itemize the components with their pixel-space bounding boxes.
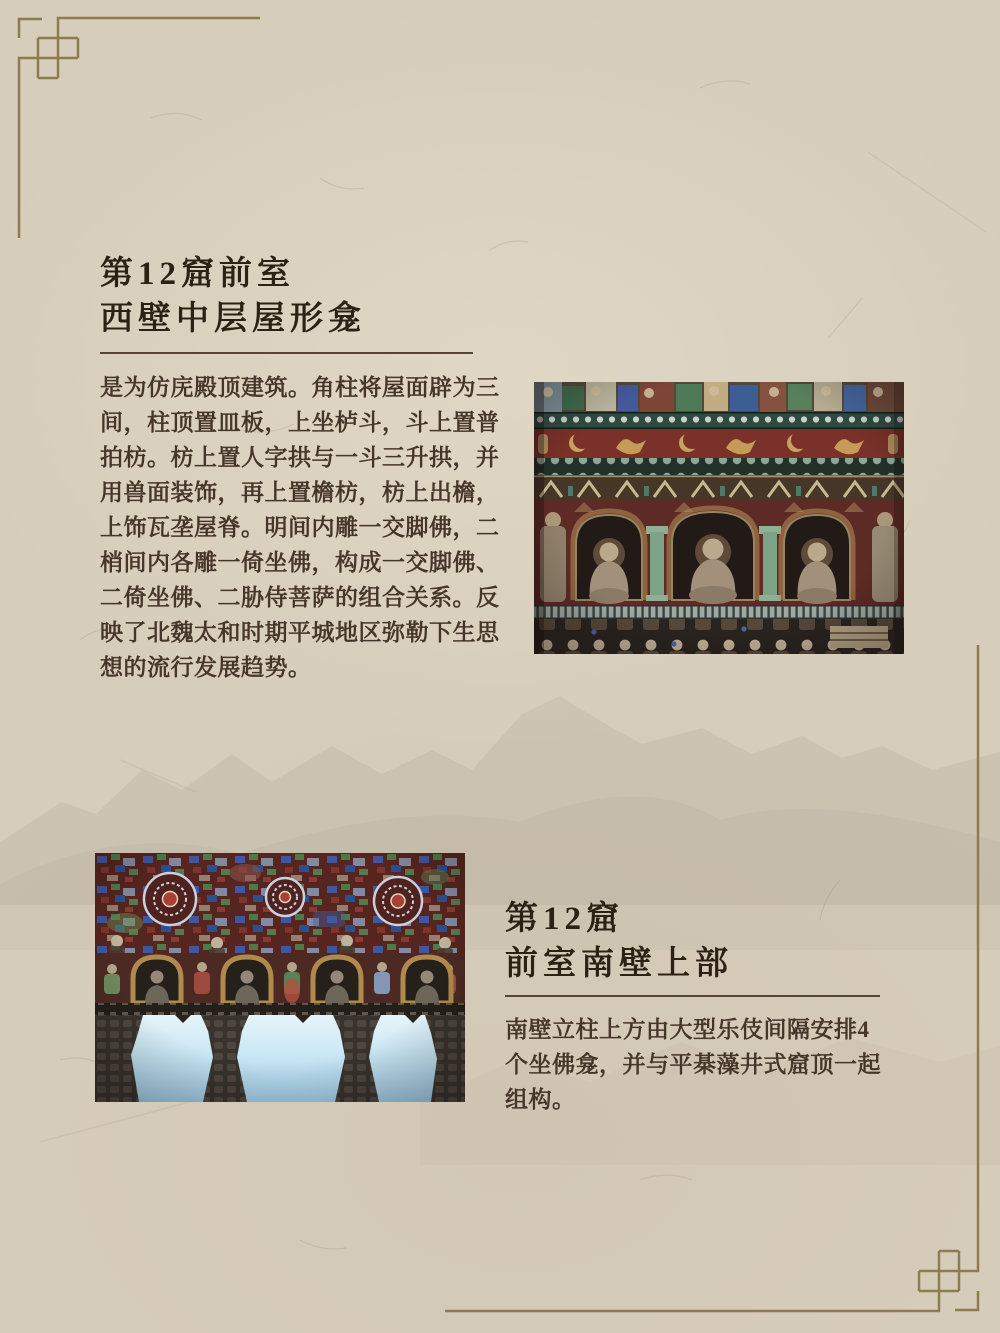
body-line: 南壁立柱上方由大型乐伎间隔安排4	[505, 1017, 870, 1042]
photo-south-wall-upper	[95, 853, 465, 1102]
photo-south-wall-art	[95, 853, 465, 1102]
body-line: 是为仿庑殿顶建筑。角柱将屋面辟为三	[100, 375, 500, 400]
body-line: 映了北魏太和时期平城地区弥勒下生思	[100, 620, 500, 645]
body-line: 想的流行发展趋势。	[100, 655, 312, 680]
heading-line-2: 西壁中层屋形龛	[100, 301, 366, 337]
section-south-body	[505, 1012, 881, 1117]
body-line: 组构。	[505, 1087, 576, 1112]
heading-line-1: 第12窟	[505, 901, 624, 937]
section-south-rule	[505, 995, 880, 997]
body-line: 用兽面装饰，再上置檐枋，枋上出檐，	[100, 480, 500, 505]
photo-west-wall-art	[534, 382, 904, 654]
body-line: 二倚坐佛、二胁侍菩萨的组合关系。反	[100, 585, 500, 610]
section-west-rule	[100, 352, 473, 354]
corner-frame-top-left-icon	[19, 18, 260, 238]
body-line: 拍枋。枋上置人字拱与一斗三升拱，并	[100, 445, 500, 470]
section-west-heading	[100, 252, 366, 342]
section-south-heading	[505, 897, 733, 987]
photo-west-wall-niche	[534, 382, 904, 654]
heading-line-2: 前室南壁上部	[505, 946, 733, 982]
body-line: 上饰瓦垄屋脊。明间内雕一交脚佛，二	[100, 515, 500, 540]
heading-line-1: 第12窟前室	[100, 256, 295, 292]
body-line: 梢间内各雕一倚坐佛，构成一交脚佛、	[100, 550, 500, 575]
section-west-body	[100, 370, 500, 685]
body-line: 间，柱顶置皿板，上坐栌斗，斗上置普	[100, 410, 500, 435]
body-line: 个坐佛龛，并与平棊藻井式窟顶一起	[505, 1052, 881, 1077]
